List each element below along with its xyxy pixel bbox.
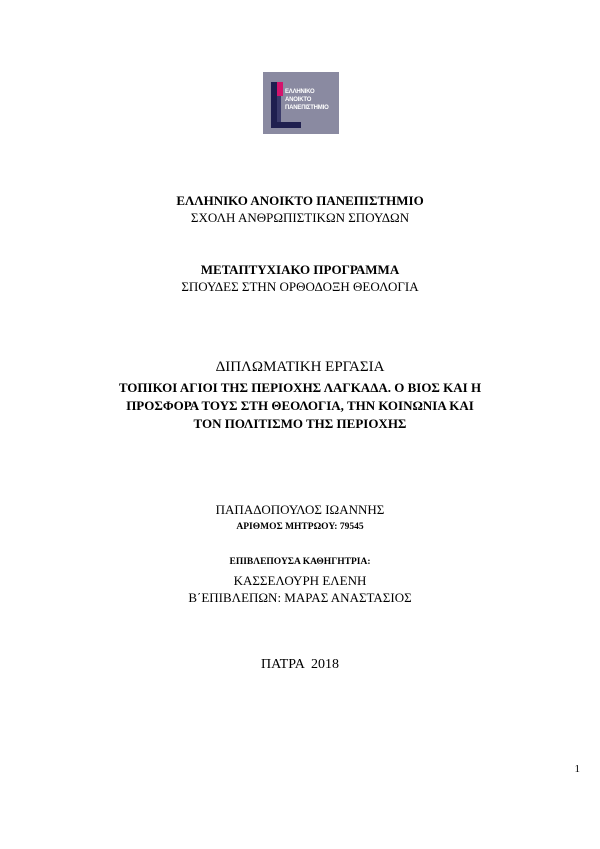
supervisor-label: ΕΠΙΒΛΕΠΟΥΣΑ ΚΑΘΗΓΗΤΡΙΑ: bbox=[229, 557, 371, 567]
logo-bar-mid bbox=[277, 96, 281, 122]
logo-text-line: ΕΛΛΗΝΙΚΟ bbox=[285, 89, 315, 95]
logo-bar-pink bbox=[277, 82, 283, 96]
thesis-title-line-2: ΠΡΟΣΦΟΡΑ ΤΟΥΣ ΣΤΗ ΘΕΟΛΟΓΙΑ, ΤΗΝ ΚΟΙΝΩΝΙΑ ΚΑΙ bbox=[126, 398, 474, 413]
place-date: ΠΑΤΡΑ 2018 bbox=[260, 657, 340, 672]
school-name: ΣΧΟΛΗ ΑΝΘΡΩΠΙΣΤΙΚΩΝ ΣΠΟΥΔΩΝ bbox=[190, 210, 410, 225]
thesis-title-line-1: ΤΟΠΙΚΟΙ ΑΓΙΟΙ ΤΗΣ ΠΕΡΙΟΧΗΣ ΛΑΓΚΑΔΑ. Ο ΒΙΟΣ ΚΑΙ Η bbox=[118, 380, 482, 395]
logo-text bbox=[285, 88, 339, 112]
university-logo bbox=[263, 72, 339, 134]
university-name: ΕΛΛΗΝΙΚΟ ΑΝΟΙΚΤΟ ΠΑΝΕΠΙΣΤΗΜΙΟ bbox=[176, 193, 424, 208]
logo-text-line: ΠΑΝΕΠΙΣΤΗΜΙΟ bbox=[285, 105, 329, 111]
logo-bar-base bbox=[271, 122, 301, 128]
thesis-heading: ΔΙΠΛΩΜΑΤΙΚΗ ΕΡΓΑΣΙΑ bbox=[215, 359, 385, 375]
supervisor-name: ΚΑΣΣΕΛΟΥΡΗ ΕΛΕΝΗ bbox=[233, 573, 367, 588]
registry-number: ΑΡΙΘΜΟΣ ΜΗΤΡΩΟΥ: 79545 bbox=[236, 522, 364, 532]
program-name: ΣΠΟΥΔΕΣ ΣΤΗΝ ΟΡΘΟΔΟΞΗ ΘΕΟΛΟΓΙΑ bbox=[181, 279, 419, 294]
author-name: ΠΑΠΑΔΟΠΟΥΛΟΣ ΙΩΑΝΝΗΣ bbox=[215, 502, 385, 517]
thesis-title-line-3: ΤΟΝ ΠΟΛΙΤΙΣΜΟ ΤΗΣ ΠΕΡΙΟΧΗΣ bbox=[193, 416, 407, 431]
page-number: 1 bbox=[574, 763, 580, 775]
second-supervisor: Β΄ΕΠΙΒΛΕΠΩΝ: ΜΑΡΑΣ ΑΝΑΣΤΑΣΙΟΣ bbox=[188, 590, 412, 605]
program-title: ΜΕΤΑΠΤΥΧΙΑΚΟ ΠΡΟΓΡΑΜΜΑ bbox=[200, 262, 400, 277]
logo-text-line: ΑΝΟΙΚΤΟ bbox=[285, 97, 312, 103]
